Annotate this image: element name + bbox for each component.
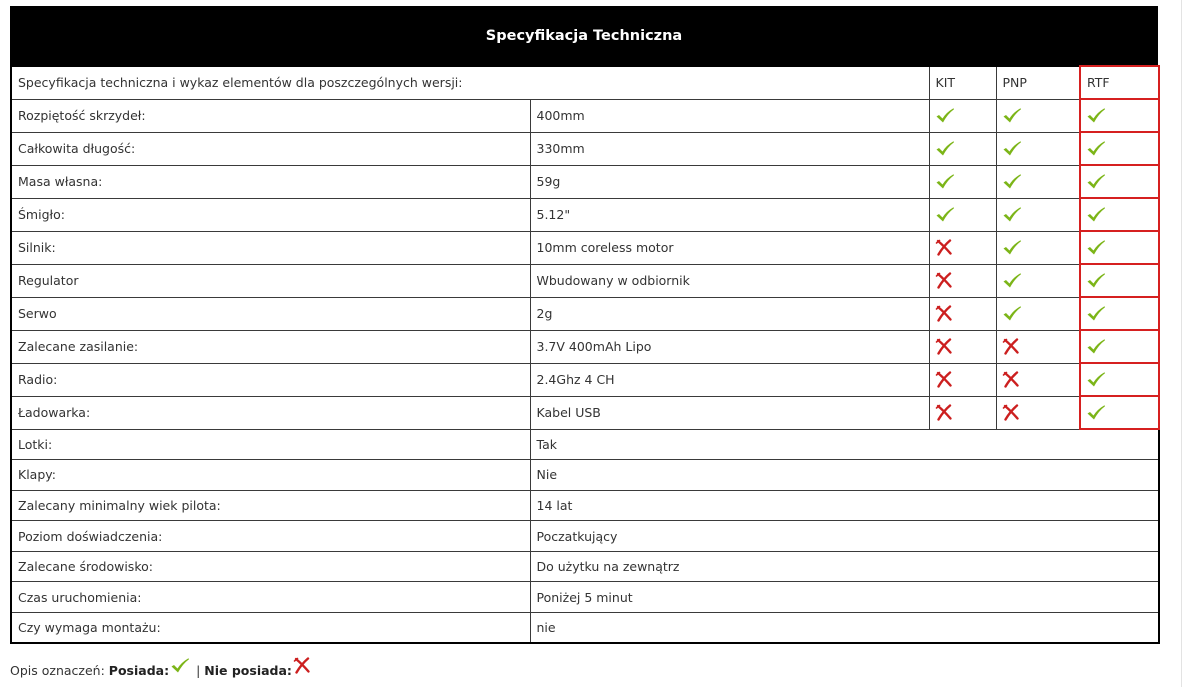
table-row — [11, 99, 1159, 132]
cross-icon — [929, 297, 996, 330]
spec-value: 330mm — [530, 132, 929, 165]
table-row — [11, 582, 1159, 613]
spec-name: Czy wymaga montażu: — [11, 613, 530, 644]
table-row — [11, 613, 1159, 644]
spec-value: 3.7V 400mAh Lipo — [530, 330, 929, 363]
legend-separator: | — [196, 662, 201, 678]
spec-name: Masa własna: — [11, 165, 530, 198]
cross-icon — [929, 264, 996, 297]
check-icon — [1080, 330, 1159, 363]
spec-value: Poniżej 5 minut — [530, 582, 1159, 613]
legend-has-label: Posiada: — [108, 662, 170, 678]
check-icon — [996, 264, 1080, 297]
check-icon — [1080, 396, 1159, 429]
check-icon — [1080, 99, 1159, 132]
spec-table-container — [10, 6, 1158, 644]
spec-name: Klapy: — [11, 460, 530, 491]
spec-value: 5.12" — [530, 198, 929, 231]
check-icon — [996, 231, 1080, 264]
spec-value: Tak — [530, 429, 1159, 460]
check-icon — [169, 660, 190, 680]
page-divider — [1181, 0, 1182, 687]
check-icon — [1080, 198, 1159, 231]
column-kit-header: KIT — [929, 66, 996, 99]
check-icon — [929, 132, 996, 165]
table-row — [11, 363, 1159, 396]
table-row — [11, 264, 1159, 297]
spec-table-body — [11, 66, 1159, 643]
spec-name: Zalecane zasilanie: — [11, 330, 530, 363]
check-icon — [929, 165, 996, 198]
spec-header-label: Specyfikacja techniczna i wykaz elementów dla poszczególnych wersji: — [11, 66, 929, 99]
table-row — [11, 330, 1159, 363]
table-row — [11, 297, 1159, 330]
spec-name: Śmigło: — [11, 198, 530, 231]
spec-name: Zalecany minimalny wiek pilota: — [11, 490, 530, 521]
spec-value: 10mm coreless motor — [530, 231, 929, 264]
cross-icon — [996, 330, 1080, 363]
check-icon — [996, 297, 1080, 330]
spec-value: Kabel USB — [530, 396, 929, 429]
cross-icon — [996, 363, 1080, 396]
spec-name: Radio: — [11, 363, 530, 396]
check-icon — [929, 198, 996, 231]
check-icon — [1080, 165, 1159, 198]
check-icon — [1080, 363, 1159, 396]
table-row — [11, 521, 1159, 552]
check-icon — [996, 99, 1080, 132]
cross-icon — [929, 231, 996, 264]
spec-name: Zalecane środowisko: — [11, 551, 530, 582]
spec-table — [10, 65, 1160, 644]
spec-title: Specyfikacja Techniczna — [10, 6, 1158, 65]
check-icon — [996, 165, 1080, 198]
cross-icon — [929, 396, 996, 429]
spec-header-row — [11, 66, 1159, 99]
column-rtf-header: RTF — [1080, 66, 1159, 99]
table-row — [11, 429, 1159, 460]
spec-name: Ładowarka: — [11, 396, 530, 429]
cross-icon — [929, 330, 996, 363]
spec-name: Całkowita długość: — [11, 132, 530, 165]
table-row — [11, 396, 1159, 429]
table-row — [11, 231, 1159, 264]
spec-value: 400mm — [530, 99, 929, 132]
spec-value: Wbudowany w odbiornik — [530, 264, 929, 297]
table-row — [11, 165, 1159, 198]
spec-name: Lotki: — [11, 429, 530, 460]
legend-prefix: Opis oznaczeń: — [10, 662, 105, 678]
spec-name: Rozpiętość skrzydeł: — [11, 99, 530, 132]
spec-value: 14 lat — [530, 490, 1159, 521]
check-icon — [996, 198, 1080, 231]
column-pnp-header: PNP — [996, 66, 1080, 99]
table-row — [11, 198, 1159, 231]
cross-icon — [996, 396, 1080, 429]
check-icon — [1080, 297, 1159, 330]
legend — [10, 660, 311, 680]
spec-value: 2.4Ghz 4 CH — [530, 363, 929, 396]
spec-value: Nie — [530, 460, 1159, 491]
check-icon — [996, 132, 1080, 165]
spec-name: Serwo — [11, 297, 530, 330]
cross-icon — [292, 660, 311, 680]
spec-name: Regulator — [11, 264, 530, 297]
table-row — [11, 460, 1159, 491]
spec-name: Silnik: — [11, 231, 530, 264]
table-row — [11, 490, 1159, 521]
check-icon — [1080, 264, 1159, 297]
spec-value: 2g — [530, 297, 929, 330]
cross-icon — [929, 363, 996, 396]
legend-has-not-label: Nie posiada: — [204, 662, 292, 678]
spec-name: Poziom doświadczenia: — [11, 521, 530, 552]
spec-value: 59g — [530, 165, 929, 198]
check-icon — [929, 99, 996, 132]
spec-value: nie — [530, 613, 1159, 644]
table-row — [11, 132, 1159, 165]
table-row — [11, 551, 1159, 582]
spec-value: Do użytku na zewnątrz — [530, 551, 1159, 582]
spec-value: Poczatkujący — [530, 521, 1159, 552]
spec-name: Czas uruchomienia: — [11, 582, 530, 613]
check-icon — [1080, 231, 1159, 264]
check-icon — [1080, 132, 1159, 165]
